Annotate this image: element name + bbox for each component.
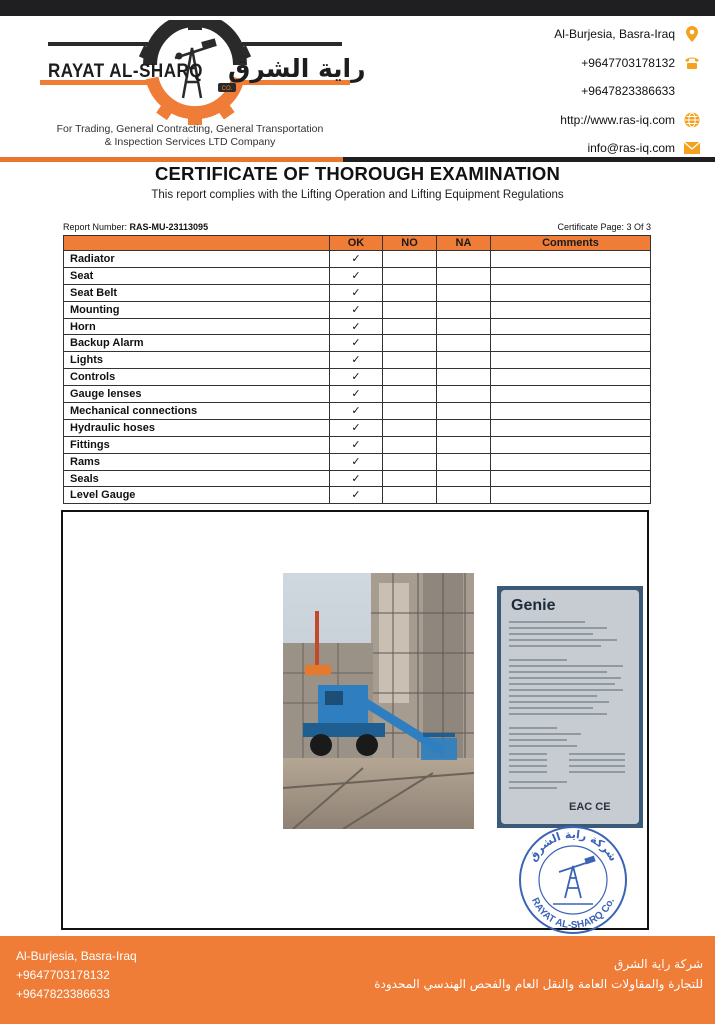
contact-website[interactable] — [461, 106, 701, 135]
row-na-cell — [437, 284, 491, 301]
contact-block — [461, 20, 701, 163]
table-row — [64, 386, 651, 403]
boom-lift-photo — [283, 573, 474, 829]
row-no-cell — [383, 284, 437, 301]
footer-phone-1[interactable]: +9647703178132 — [16, 968, 110, 982]
row-item-label: Radiator — [64, 251, 330, 268]
row-ok-cell — [330, 453, 383, 470]
row-no-cell — [383, 369, 437, 386]
check-mark-icon: ✓ — [351, 269, 361, 282]
contact-phone-1[interactable] — [461, 49, 701, 78]
check-mark-icon: ✓ — [351, 320, 361, 333]
table-row — [64, 301, 651, 318]
row-na-cell — [437, 453, 491, 470]
row-comments-cell — [491, 352, 651, 369]
tagline-line-1: For Trading, General Contracting, General Transportation — [56, 123, 324, 135]
row-na-cell — [437, 352, 491, 369]
row-ok-cell — [330, 284, 383, 301]
table-header-row — [64, 236, 651, 251]
row-no-cell — [383, 335, 437, 352]
row-no-cell — [383, 403, 437, 420]
row-comments-cell — [491, 419, 651, 436]
row-item-label: Mounting — [64, 301, 330, 318]
check-mark-icon: ✓ — [351, 455, 361, 468]
row-item-label: Seals — [64, 470, 330, 487]
report-number-label: Report Number: — [63, 222, 130, 232]
row-na-cell — [437, 301, 491, 318]
globe-icon — [683, 111, 701, 129]
header-ok: OK — [330, 236, 383, 251]
table-row — [64, 369, 651, 386]
stamp-text-ar: شركة راية الشرق — [526, 827, 620, 864]
certificate-title: CERTIFICATE OF THOROUGH EXAMINATION — [154, 163, 561, 184]
row-ok-cell — [330, 318, 383, 335]
row-item-label: Lights — [64, 352, 330, 369]
table-row — [64, 335, 651, 352]
contact-phone-2[interactable] — [461, 77, 701, 106]
check-mark-icon: ✓ — [351, 286, 361, 299]
envelope-icon — [683, 139, 701, 157]
brand-name-ar: راية الشرق — [228, 54, 366, 83]
row-ok-cell — [330, 352, 383, 369]
location-pin-icon — [683, 25, 701, 43]
row-comments-cell — [491, 318, 651, 335]
tagline-line-2: & Inspection Services LTD Company — [104, 136, 276, 148]
table-row — [64, 453, 651, 470]
row-na-cell — [437, 436, 491, 453]
address-text: Al-Burjesia, Basra-Iraq — [554, 27, 675, 42]
table-row — [64, 352, 651, 369]
row-comments-cell — [491, 335, 651, 352]
row-na-cell — [437, 470, 491, 487]
row-na-cell — [437, 318, 491, 335]
row-ok-cell — [330, 403, 383, 420]
row-no-cell — [383, 487, 437, 504]
row-ok-cell — [330, 419, 383, 436]
inspection-checklist-table — [63, 235, 651, 504]
table-row — [64, 470, 651, 487]
row-ok-cell — [330, 487, 383, 504]
check-mark-icon: ✓ — [351, 489, 361, 502]
check-mark-icon: ✓ — [351, 438, 361, 451]
company-tagline — [30, 123, 350, 149]
certificate-subtitle: This report complies with the Lifting Operation and Lifting Equipment Regulations — [151, 189, 564, 201]
row-comments-cell — [491, 453, 651, 470]
row-item-label: Seat Belt — [64, 284, 330, 301]
row-ok-cell — [330, 251, 383, 268]
row-no-cell — [383, 386, 437, 403]
row-item-label: Seat — [64, 267, 330, 284]
row-item-label: Backup Alarm — [64, 335, 330, 352]
row-no-cell — [383, 352, 437, 369]
row-comments-cell — [491, 487, 651, 504]
company-stamp — [517, 824, 629, 936]
row-ok-cell — [330, 335, 383, 352]
footer-contact — [16, 947, 137, 1004]
plate-certification-mark: EAC CE — [569, 801, 611, 813]
nameplate-photo — [497, 586, 643, 828]
phone-2-text[interactable]: +9647823386633 — [581, 84, 675, 99]
report-number — [63, 222, 208, 232]
header-divider — [0, 157, 715, 162]
table-row — [64, 419, 651, 436]
row-comments-cell — [491, 369, 651, 386]
check-mark-icon: ✓ — [351, 252, 361, 265]
header-item — [64, 236, 330, 251]
row-na-cell — [437, 369, 491, 386]
row-item-label: Hydraulic hoses — [64, 419, 330, 436]
row-comments-cell — [491, 436, 651, 453]
header-no: NO — [383, 236, 437, 251]
brand-name-en: RAYAT AL-SHARQ — [48, 59, 203, 82]
row-ok-cell — [330, 267, 383, 284]
check-mark-icon: ✓ — [351, 404, 361, 417]
header-na: NA — [437, 236, 491, 251]
table-row — [64, 318, 651, 335]
row-na-cell — [437, 251, 491, 268]
row-ok-cell — [330, 436, 383, 453]
row-na-cell — [437, 386, 491, 403]
email-link[interactable]: info@ras-iq.com — [587, 141, 675, 156]
row-item-label: Mechanical connections — [64, 403, 330, 420]
footer-company-ar — [374, 954, 703, 994]
plate-brand: Genie — [511, 597, 556, 614]
row-no-cell — [383, 470, 437, 487]
row-no-cell — [383, 301, 437, 318]
row-na-cell — [437, 335, 491, 352]
row-comments-cell — [491, 251, 651, 268]
row-no-cell — [383, 318, 437, 335]
footer-services-ar: للتجارة والمقاولات العامة والنقل العام والفحص الهندسي المحدودة — [374, 977, 703, 991]
logo-badge: CO. — [221, 86, 233, 92]
row-no-cell — [383, 267, 437, 284]
row-na-cell — [437, 419, 491, 436]
row-comments-cell — [491, 284, 651, 301]
row-item-label: Gauge lenses — [64, 386, 330, 403]
table-row — [64, 267, 651, 284]
phone-1-text[interactable]: +9647703178132 — [581, 55, 675, 70]
check-mark-icon: ✓ — [351, 354, 361, 367]
row-item-label: Rams — [64, 453, 330, 470]
table-row — [64, 251, 651, 268]
row-no-cell — [383, 419, 437, 436]
row-comments-cell — [491, 470, 651, 487]
footer-phone-2[interactable]: +9647823386633 — [16, 987, 110, 1001]
table-row — [64, 284, 651, 301]
row-comments-cell — [491, 301, 651, 318]
row-item-label: Controls — [64, 369, 330, 386]
row-comments-cell — [491, 386, 651, 403]
footer-company-name-ar: شركة راية الشرق — [614, 957, 703, 971]
check-mark-icon: ✓ — [351, 303, 361, 316]
check-mark-icon: ✓ — [351, 371, 361, 384]
row-no-cell — [383, 453, 437, 470]
table-row — [64, 436, 651, 453]
table-body — [64, 251, 651, 504]
website-link[interactable]: http://www.ras-iq.com — [560, 112, 675, 127]
row-item-label: Horn — [64, 318, 330, 335]
row-ok-cell — [330, 386, 383, 403]
top-bar — [0, 0, 715, 16]
check-mark-icon: ✓ — [351, 421, 361, 434]
stamp-text-en: RAYAT AL-SHARQ Co. — [529, 896, 617, 932]
footer-address: Al-Burjesia, Basra-Iraq — [16, 949, 137, 963]
row-comments-cell — [491, 403, 651, 420]
report-number-value: RAS-MU-23113095 — [129, 222, 209, 232]
row-ok-cell — [330, 301, 383, 318]
check-mark-icon: ✓ — [351, 388, 361, 401]
row-item-label: Level Gauge — [64, 487, 330, 504]
check-mark-icon: ✓ — [351, 472, 361, 485]
row-na-cell — [437, 487, 491, 504]
phone-icon — [683, 54, 701, 72]
row-no-cell — [383, 251, 437, 268]
certificate-page: Certificate Page: 3 Of 3 — [557, 222, 651, 232]
row-ok-cell — [330, 369, 383, 386]
row-ok-cell — [330, 470, 383, 487]
row-item-label: Fittings — [64, 436, 330, 453]
row-na-cell — [437, 403, 491, 420]
check-mark-icon: ✓ — [351, 337, 361, 350]
row-na-cell — [437, 267, 491, 284]
contact-address — [461, 20, 701, 49]
header-comments: Comments — [491, 236, 651, 251]
table-row — [64, 403, 651, 420]
row-comments-cell — [491, 267, 651, 284]
table-row — [64, 487, 651, 504]
row-no-cell — [383, 436, 437, 453]
